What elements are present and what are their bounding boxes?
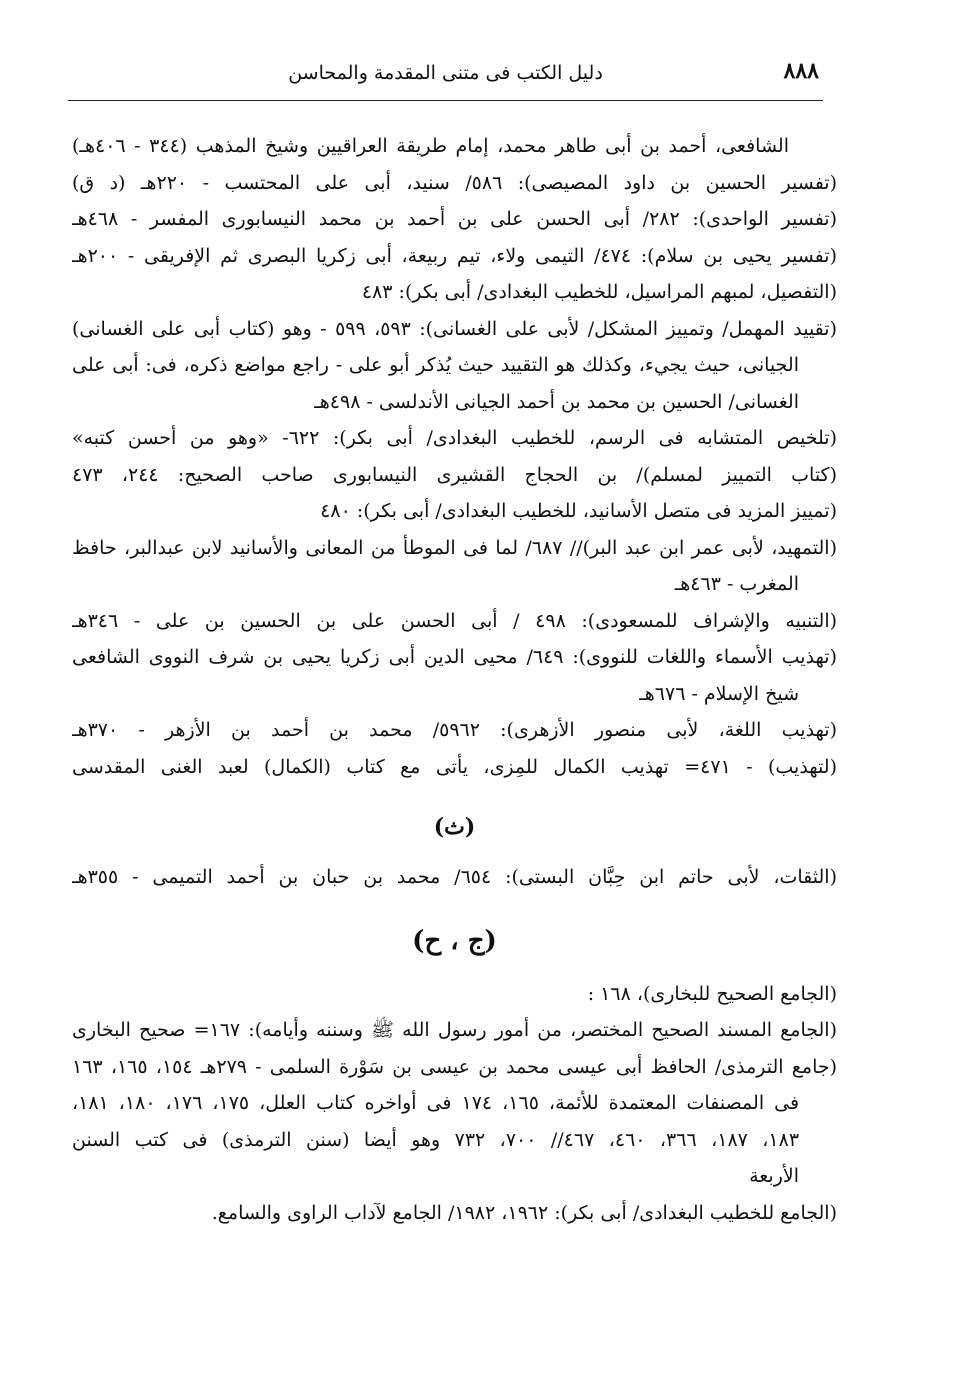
index-line: (تفسير الواحدى): ٢٨٢/ أبى الحسن على بن أحمد بن محمد النيسابورى المفسر - ٤٦٨هـ (72, 208, 837, 230)
index-line: (التنبيه والإشراف للمسعودى): ٤٩٨ / أبى الحسن على بن الحسين بن على - ٣٤٦هـ (72, 609, 837, 632)
index-line: (تفسير الحسين بن داود المصيصى): ٥٨٦/ سنيد، أبى على المحتسب - ٢٢٠هـ (د ق) (72, 171, 837, 194)
page-number: ٨٨٨ (783, 58, 819, 84)
index-line: (تفسير يحيى بن سلام): ٤٧٤/ التيمى ولاء، تيم ربيعة، أبى زكريا البصرى ثم الإفريقى - ٢٠٠هـ (72, 244, 837, 267)
page-header (68, 52, 823, 101)
index-line: (الجامع للخطيب البغدادى/ أبى بكر): ١٩٦٢، ١٩٨٢/ الجامع لآداب الراوى والسامع. (211, 1201, 837, 1224)
index-line: الجيانى، حيث يجيء، وكذلك هو التقييد حيث يُذكر أبو على - راجع مواضع ذكره، فى: أبى على (72, 354, 799, 376)
index-line: (الجامع الصحيح للبخارى)، ١٦٨ : (587, 982, 837, 1005)
index-line: شيخ الإسلام - ٦٧٦هـ (639, 682, 799, 705)
index-line: (تلخيص المتشابه فى الرسم، للخطيب البغدادى/ أبى بكر): ٦٢٢- «وهو من أحسن كتبه» (72, 427, 837, 449)
index-line: (لتهذيب) - ٤٧١= تهذيب الكمال للمِزى، يأتى مع كتاب (الكمال) لعبد الغنى المقدسى (72, 755, 837, 778)
index-body (72, 128, 837, 1231)
index-line: (تقييد المهمل/ وتمييز المشكل/ لأبى على الغسانى): ٥٩٣، ٥٩٩ - وهو (كتاب أبى على الغسانى) (72, 317, 837, 340)
index-line: ١٨٣، ١٨٧، ٣٦٦، ٤٦٠، ٤٦٧// ٧٠٠، ٧٣٢ وهو أيضا (سنن الترمذى) فى كتب السنن (72, 1128, 800, 1151)
index-line: (تمييز المزيد فى متصل الأسانيد، للخطيب البغدادى/ أبى بكر): ٤٨٠ (320, 500, 837, 522)
section-heading-tha: (ث) (433, 814, 476, 840)
index-line: فى المصنفات المعتمدة للأئمة، ١٦٥، ١٧٤ فى أواخره كتاب العلل، ١٧٥، ١٧٦، ١٨٠، ١٨١، (72, 1092, 800, 1114)
index-line: (الجامع المسند الصحيح المختصر، من أمور رسول الله ﷺ وسننه وأيامه): ١٦٧= صحيح البخارى (72, 1019, 837, 1041)
running-title: دليل الكتب فى متنى المقدمة والمحاسن (288, 62, 603, 84)
index-line: (التفصيل، لمبهم المراسيل، للخطيب البغدادى/ أبى بكر): ٤٨٣ (361, 281, 837, 303)
index-line: المغرب - ٤٦٣هـ (674, 573, 799, 595)
index-line: (جامع الترمذى/ الحافظ أبى عيسى محمد بن عيسى بن سَوْرة السلمى - ٢٧٩هـ ١٥٤، ١٦٥، ١٦٣ (72, 1055, 837, 1078)
index-line: (تهذيب اللغة، لأبى منصور الأزهرى): ٥٩٦٢/ محمد بن أحمد بن الأزهر - ٣٧٠هـ (72, 719, 837, 741)
index-line: الأربعة (749, 1165, 799, 1187)
index-line: الغسانى/ الحسين بن محمد بن أحمد الجيانى الأندلسى - ٤٩٨هـ (314, 390, 799, 413)
section-heading-jim-ha: (ج ، ح) (412, 925, 497, 956)
index-line: الشافعى، أحمد بن أبى طاهر محمد، إمام طريقة العراقيين وشيخ المذهب (٣٤٤ - ٤٠٦هـ) (72, 135, 789, 157)
index-line: (التمهيد، لأبى عمر ابن عبد البر)// ٦٨٧/ لما فى الموطأ من المعانى والأسانيد لابن عبدالبر، حافظ (72, 536, 837, 559)
index-line: (الثقات، لأبى حاتم ابن حِبَّان البستى): ٦٥٤/ محمد بن حبان بن أحمد التميمى - ٣٥٥هـ (72, 866, 837, 888)
index-line: (كتاب التمييز لمسلم)/ بن الحجاج القشيرى النيسابورى صاحب الصحيح: ٢٤٤، ٤٧٣ (72, 463, 837, 486)
index-line: (تهذيب الأسماء واللغات للنووى): ٦٤٩/ محيى الدين أبى زكريا يحيى بن شرف النووى الشافعى (72, 646, 837, 668)
